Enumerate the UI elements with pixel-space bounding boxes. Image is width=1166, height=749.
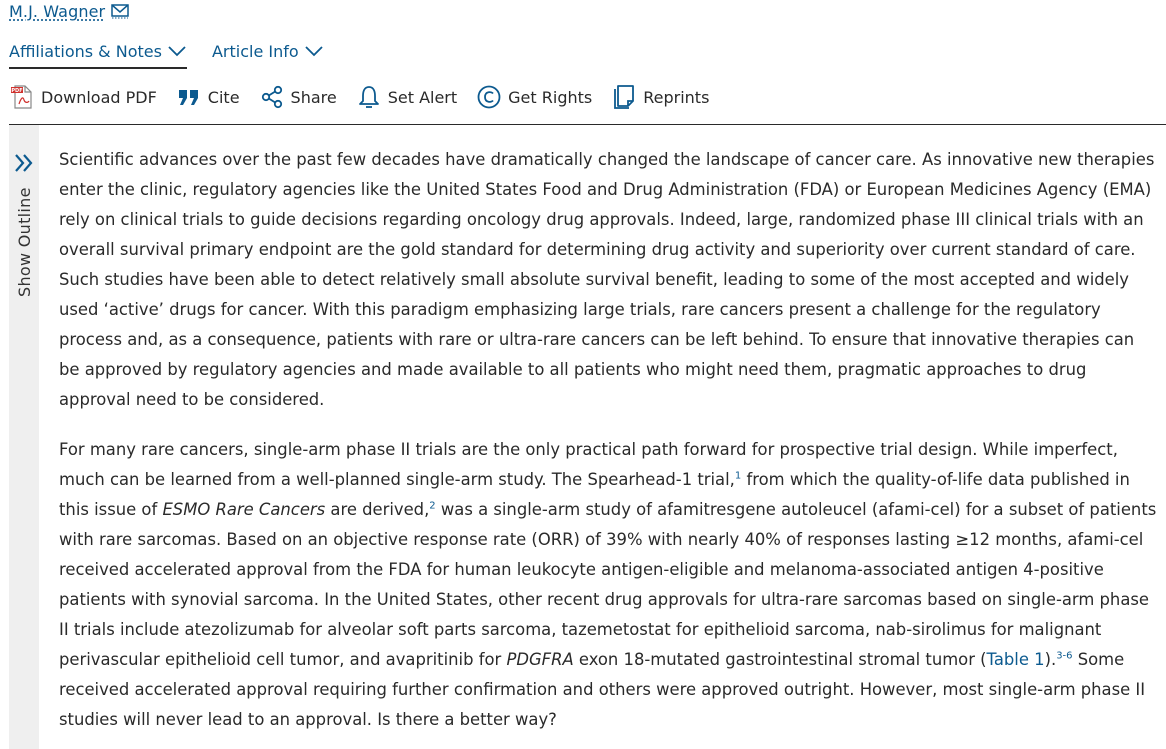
share-icon xyxy=(259,84,285,110)
paragraph-text: was a single-arm study of afamitresgene autoleucel (afami-cel) for a subset of patients with rare sarcomas. Based on an objective response rate (ORR) of 39% with nearly 40% of responses lasting ≥12 months, afami-cel received accelerated approval from the FDA for human leukocyte antigen-eligible and melanoma-associated antigen 4-positive patients with synovial sarcoma. In the United States, other recent drug approvals for ultra-rare sarcomas based on single-arm phase II trials include atezolizumab for alveolar soft parts sarcoma, tazemetostat for epithelioid sarcoma, nab-sirolimus for malignant perivascular epithelioid cell tumor, and avapritinib for xyxy=(59,500,1157,669)
tab-affiliations-notes[interactable] xyxy=(9,39,187,69)
envelope-icon[interactable] xyxy=(110,3,130,19)
gene-name: PDGFRA xyxy=(506,650,574,669)
cite-label: Cite xyxy=(207,87,240,107)
get-rights-label: Get Rights xyxy=(508,87,593,107)
journal-name: ESMO Rare Cancers xyxy=(162,500,326,519)
paragraph-text: Some received accelerated approval requiring further confirmation and others were approved outright. However, most single-arm phase II studies will never lead to an approval. Is there a better way? xyxy=(59,650,1146,729)
paragraph-text: For many rare cancers, single-arm phase II trials are the only practical path forward for prospective trial design. While imperfect, much can be learned from a well-planned single-arm study. The Spearhead-1 trial, xyxy=(59,440,1118,489)
reprints-icon xyxy=(611,84,637,110)
paragraph-text: from which the quality-of-life data published in this issue of xyxy=(59,470,1130,519)
share-button[interactable] xyxy=(259,84,337,110)
author-name-link[interactable]: M.J. Wagner xyxy=(9,1,106,21)
download-pdf-label: Download PDF xyxy=(41,87,157,107)
set-alert-label: Set Alert xyxy=(387,87,458,107)
reprints-button[interactable] xyxy=(611,84,709,110)
reprints-label: Reprints xyxy=(643,87,710,107)
tab-label: Article Info xyxy=(211,41,299,61)
toolbar-divider xyxy=(9,124,1166,125)
chevron-down-icon xyxy=(167,45,187,57)
show-outline-button[interactable] xyxy=(9,148,39,308)
paragraph-text: are derived, xyxy=(325,500,430,519)
paragraph-text: ). xyxy=(1044,650,1057,669)
get-rights-button[interactable] xyxy=(476,84,592,110)
pdf-file-icon xyxy=(9,84,35,110)
article-toolbar xyxy=(9,82,728,112)
svg-text:PDF: PDF xyxy=(11,88,23,94)
chevron-down-icon xyxy=(304,45,324,57)
share-label: Share xyxy=(290,87,337,107)
article-body xyxy=(59,145,1159,749)
article-tabs xyxy=(9,39,349,69)
cite-button[interactable] xyxy=(176,84,240,110)
reference-link-1[interactable]: 1 xyxy=(734,470,742,482)
article-paragraph-1: Scientific advances over the past few decades have dramatically changed the landscape of cancer care. As innovative new therapies enter the clinic, regulatory agencies like the United States Food and Drug Administration (FDA) or European Medicines Agency (EMA) rely on clinical trials to guide decisions regarding oncology drug approvals. Indeed, large, randomized phase III clinical trials with an overall survival primary endpoint are the gold standard for determining drug activity and superiority over current standard of care. Such studies have been able to detect relatively small absolute survival benefit, leading to some of the most accepted and widely used ‘active’ drugs for cancer. With this paradigm emphasizing large trials, rare cancers present a challenge for the regulatory process and, as a consequence, patients with rare or ultra-rare cancers can be left behind. To ensure that innovative therapies can be approved by regulatory agencies and made available to all patients who might need them, pragmatic approaches to drug approval need to be considered. xyxy=(59,150,1155,409)
article-paragraph-2 xyxy=(59,435,1159,735)
paragraph-text: exon 18-mutated gastrointestinal stromal tumor ( xyxy=(573,650,987,669)
download-pdf-button[interactable] xyxy=(9,84,157,110)
quote-icon xyxy=(176,84,202,110)
tab-article-info[interactable] xyxy=(212,39,324,63)
set-alert-button[interactable] xyxy=(356,84,457,110)
reference-link-2[interactable]: 2 xyxy=(429,500,436,512)
copyright-icon xyxy=(476,84,502,110)
author-row xyxy=(9,0,130,22)
double-chevron-right-icon xyxy=(12,151,36,175)
table-1-link[interactable]: Table 1 xyxy=(986,650,1045,669)
show-outline-label: Show Outline xyxy=(15,187,34,297)
bell-icon xyxy=(356,84,382,110)
reference-link-3-6[interactable]: 3-6 xyxy=(1056,650,1073,662)
tab-label: Affiliations & Notes xyxy=(9,41,162,61)
